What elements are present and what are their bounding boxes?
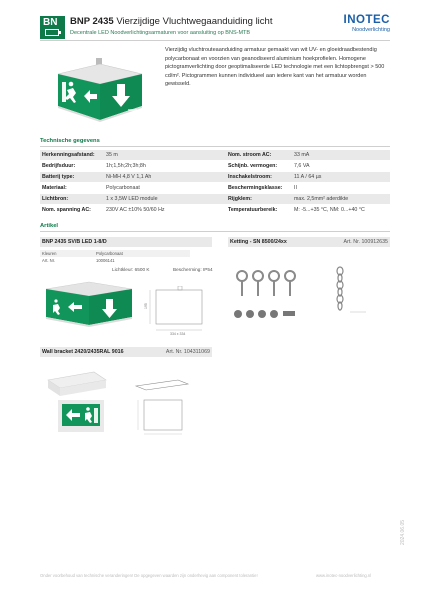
brand-logo [330, 14, 390, 33]
light-color: Lichtkleur: 6500 K [112, 267, 150, 272]
bracket-image [44, 366, 124, 438]
specs-heading: Technische gegevens [40, 138, 100, 144]
spec-value: Ni-MH 4,8 V 1,1 Ah [106, 174, 152, 181]
ketting-chain-image [330, 265, 370, 325]
product-title: Vierzijdige Vluchtwegaanduiding licht [116, 16, 273, 27]
article-row-label: Kleuren [42, 251, 57, 256]
article-bracket-header [40, 347, 212, 357]
spec-row [40, 150, 390, 160]
header-divider [40, 40, 390, 41]
document-date: 2024.06.05 [400, 519, 406, 545]
spec-label: Schijnb. vermogen: [228, 163, 278, 170]
spec-row [40, 194, 390, 204]
article-row-value: Polycarbonaat [96, 251, 123, 256]
spec-value: II [294, 185, 297, 192]
brand-name: INOTEC [343, 14, 390, 26]
article-main-row [40, 250, 190, 257]
battery-icon [45, 29, 59, 36]
spec-value: 11 A / 64 µs [294, 174, 322, 181]
page-subtitle: Decentrale LED Noodverlichtingsarmaturen voor aansluiting op BNS-MTB [70, 30, 251, 36]
footer-disclaimer: Onder voorbehoud van technische veranderingen! De opgegeven waarden zijn onderhevig aan component tolerantie! [40, 573, 258, 578]
dimension-drawing [142, 286, 212, 341]
spec-value: Polycarbonaat [106, 185, 140, 192]
articles-divider [40, 231, 390, 232]
article-bracket-number: Art. Nr. 104311069 [165, 349, 210, 356]
product-code: BNP 2435 [70, 16, 114, 27]
spec-label: Inschakelstroom: [228, 174, 272, 181]
running-man-icon [54, 299, 57, 302]
spec-value: 33 mA [294, 152, 310, 159]
spec-value: 7,6 VA [294, 163, 310, 170]
article-ketting-name: Ketting - SN 8500/24xx [230, 239, 287, 246]
footer-website[interactable]: www.inotec-noodverlichting.nl [316, 573, 372, 578]
article-main-image [40, 279, 138, 331]
articles-heading: Artikel [40, 223, 59, 229]
spec-row [40, 205, 390, 215]
spec-label: Nom. stroom AC: [228, 152, 272, 159]
specs-divider [40, 146, 390, 147]
brand-subtitle: Noodverlichting [352, 27, 390, 33]
spec-row [40, 172, 390, 182]
spec-value: M: -5...+35 °C, NM: 0...+40 °C [294, 207, 365, 214]
spec-value: 35 m [106, 152, 118, 159]
dim-width: 334 x 334 [170, 332, 186, 336]
article-main-header [40, 237, 212, 247]
logo-plate [128, 109, 137, 111]
spec-value: 230V AC ±10% 50/60 Hz [106, 207, 165, 214]
spec-label: Batterij type: [42, 174, 75, 181]
article-row-label: Art. Nr. [42, 258, 56, 263]
product-image-exit-sign [40, 44, 160, 134]
article-main-row [40, 257, 190, 264]
spec-label: Bedrijfsduur: [42, 163, 76, 170]
spec-value: 1 x 3,5W LED module [106, 196, 158, 203]
ketting-image [228, 262, 318, 332]
running-man-icon [86, 407, 90, 411]
spec-row [40, 183, 390, 193]
page-title [70, 16, 272, 27]
spec-label: Herkenningsafstand: [42, 152, 95, 159]
product-description: Vierzijdig vluchtrouteaanduiding armatuur gemaakt van wit UV- en gloeidraadbestendig polycarbonaat en voorzien van geanodiseerd aluminium hoekprofielen. Homogene pictogramverlichting door geoptimaliseerde LED technologie met een lichtopbrengst > 500 cd/m². Pictogrammen kunnen individueel aan iedere kant van het armatuur worden gewisseld. [165, 47, 385, 88]
spec-value: max. 2,5mm² aderdikte [294, 196, 349, 203]
bracket-dimension-drawing [132, 374, 202, 438]
protection-rating: Bescherming: IP54 [173, 267, 213, 272]
article-ketting-number: Art. Nr. 100912635 [343, 239, 388, 246]
badge-label: BN [43, 17, 58, 28]
article-bracket-name: Wall bracket 2420/2435RAL 9016 [42, 349, 124, 356]
spec-value: 1h;1,5h;2h;3h;8h [106, 163, 146, 170]
spec-label: Lichtbron: [42, 196, 69, 203]
door-icon [62, 82, 66, 102]
bn-battery-badge [40, 16, 65, 39]
spec-label: Rijgklem: [228, 196, 252, 203]
article-ketting-header [228, 237, 390, 247]
dim-height: 195 [144, 303, 148, 309]
article-row-value: 10006141 [96, 258, 115, 263]
spec-row [40, 161, 390, 171]
article-main-name: BNP 2435 SV/B LED 1-8/D [42, 239, 107, 246]
spec-label: Beschermingsklasse: [228, 185, 283, 192]
spec-label: Materiaal: [42, 185, 67, 192]
spec-label: Nom. spanning AC: [42, 207, 91, 214]
spec-label: Temperatuurbereik: [228, 207, 278, 214]
